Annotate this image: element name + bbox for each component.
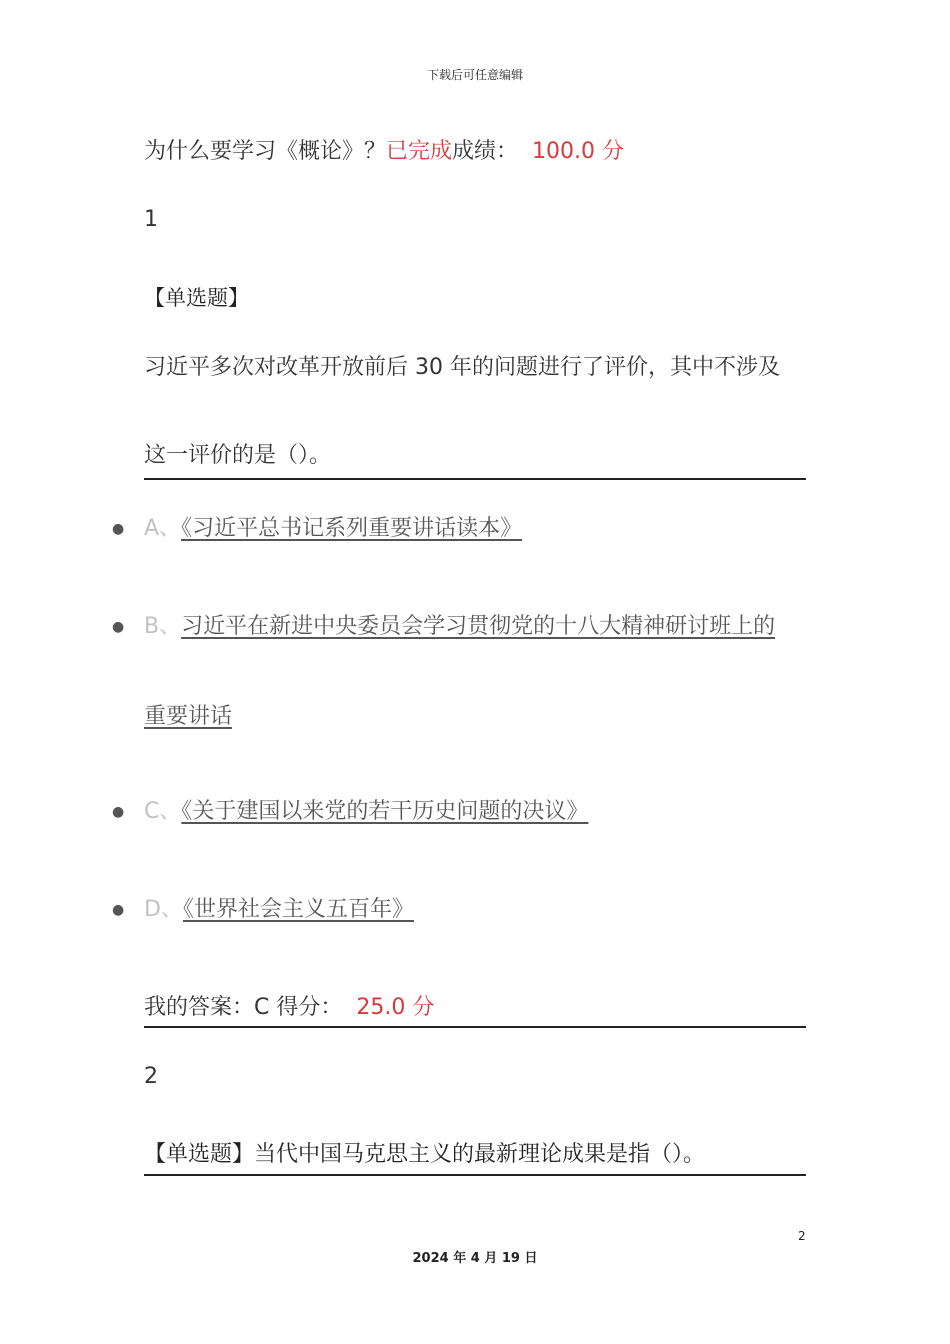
option-text: 习近平在新进中央委员会学习贯彻党的十八大精神研讨班上的 (181, 614, 776, 639)
question-type: 【单选题】 (144, 286, 249, 310)
page-number: 2 (798, 1229, 806, 1243)
total-score: 100.0 分 (532, 139, 625, 164)
question-text-line: 习近平多次对改革开放前后 30 年的问题进行了评价，其中不涉及 (144, 355, 780, 380)
question-text: 当代中国马克思主义的最新理论成果是指（）。 (254, 1142, 706, 1167)
option-text: 《世界社会主义五百年》 (182, 897, 414, 922)
question-2-line (144, 1137, 705, 1168)
divider (144, 478, 806, 480)
divider (144, 1026, 806, 1028)
option-b[interactable] (112, 583, 812, 671)
question-type: 【单选题】 (144, 1142, 255, 1167)
question-text (144, 324, 808, 500)
my-answer (144, 990, 434, 1021)
bullet-icon: ● (112, 902, 125, 918)
header-note: 下载后可任意编辑 (426, 68, 523, 82)
option-c[interactable] (112, 768, 812, 856)
option-letter: C、 (144, 799, 182, 824)
option-text: 《习近平总书记系列重要讲话读本》 (181, 516, 523, 541)
answer-score: 25.0 分 (356, 995, 435, 1020)
status-label: 已完成 (386, 139, 453, 164)
score-label: 成绩： (452, 139, 519, 164)
title-text: 为什么要学习《概论》？ (144, 139, 387, 164)
divider (144, 1174, 806, 1176)
question-number: 2 (144, 1064, 158, 1089)
question-number: 1 (144, 207, 158, 232)
footer-date: 2024 年 4 月 19 日 (412, 1251, 538, 1266)
bullet-icon: ● (112, 804, 125, 820)
page-title (144, 134, 624, 165)
option-text: 《关于建国以来党的若干历史问题的决议》 (181, 799, 589, 824)
option-text-continued: 重要讲话 (144, 704, 233, 729)
option-d[interactable] (112, 866, 812, 954)
option-letter: B、 (144, 614, 182, 639)
question-text-line: 这一评价的是（）。 (144, 443, 332, 468)
option-letter: D、 (144, 897, 183, 922)
bullet-icon: ● (112, 521, 125, 537)
bullet-icon: ● (112, 619, 125, 635)
answer-label: 我的答案：C 得分： (144, 995, 343, 1020)
option-letter: A、 (144, 516, 182, 541)
option-a[interactable] (112, 485, 812, 573)
